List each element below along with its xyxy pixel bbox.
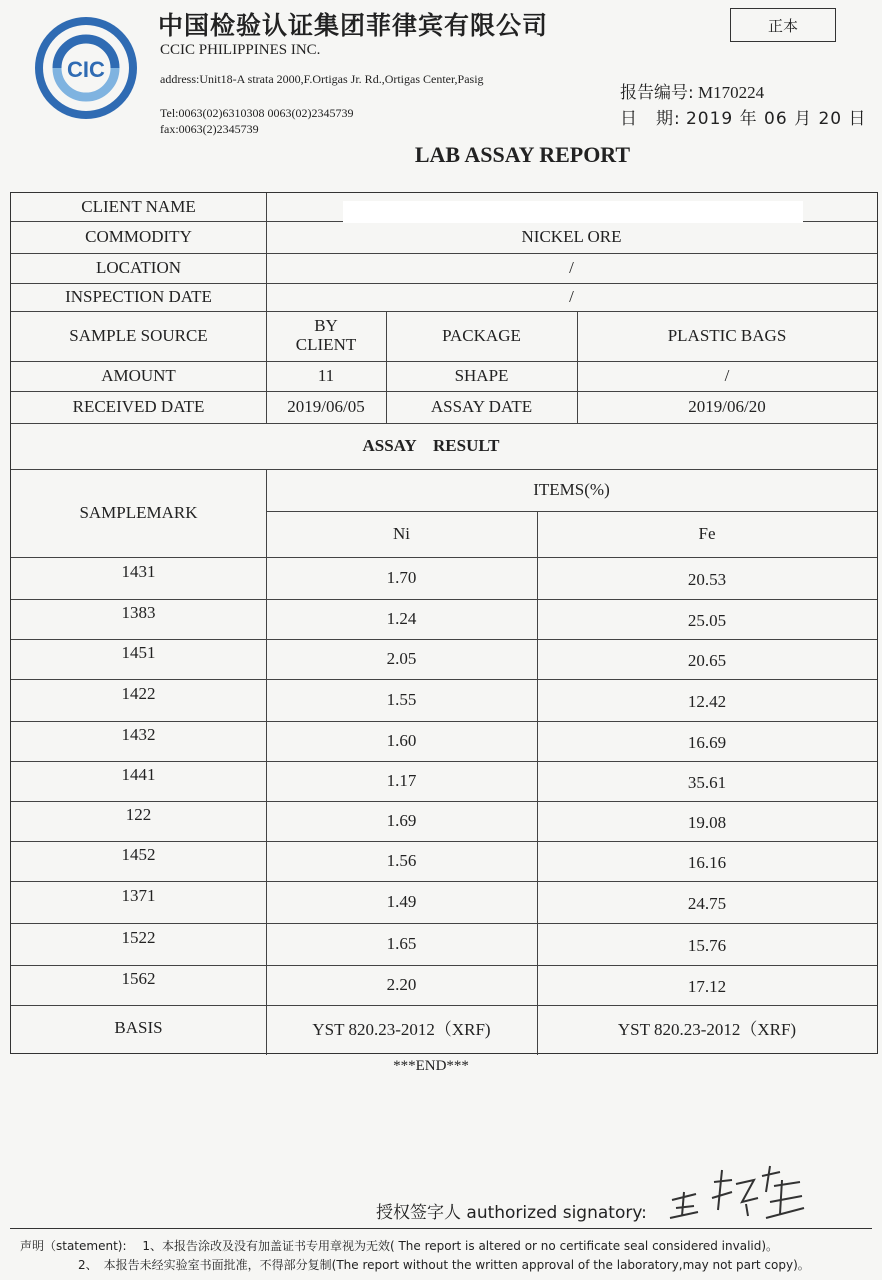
assay-report-table: [10, 192, 878, 1054]
fe-value: 20.65: [687, 650, 727, 670]
sample-mark: 122: [125, 804, 152, 824]
client-name-redacted: [343, 201, 803, 223]
company-name-cn: 中国检验认证集团菲律宾有限公司: [158, 11, 549, 40]
end-marker: ***END***: [393, 1058, 469, 1074]
fe-value: 25.05: [687, 610, 727, 630]
report-date: [620, 104, 867, 129]
report-number-label: 报告编号:: [620, 83, 694, 103]
assay-date-label: ASSAY DATE: [430, 396, 533, 416]
inspection-date-label: INSPECTION DATE: [65, 286, 212, 306]
statement-1: 声明（statement): 1、本报告涂改及没有加盖证书专用章视为无效( The report is altered or no certificate seal considered invalid)。: [20, 1239, 779, 1253]
received-date-value: 2019/06/05: [287, 396, 365, 416]
company-address: address:Unit18-A strata 2000,F.Ortigas Jr. Rd.,Ortigas Center,Pasig: [160, 72, 484, 86]
fe-value: 24.75: [687, 893, 727, 913]
inspection-date-value: /: [569, 286, 574, 306]
client-name-label: CLIENT NAME: [81, 196, 196, 216]
shape-label: SHAPE: [454, 365, 509, 385]
report-date-label: 日 期:: [620, 109, 681, 129]
assay-result-heading: ASSAY RESULT: [362, 435, 500, 455]
report-date-value: 2019 年 06 月 20 日: [685, 109, 867, 129]
location-value: /: [569, 257, 574, 277]
sample-mark: 1441: [121, 764, 156, 784]
assay-date-value: 2019/06/20: [688, 396, 766, 416]
company-fax: fax:0063(2)2345739: [160, 122, 259, 136]
amount-value: 11: [317, 365, 335, 385]
sample-mark: 1431: [121, 561, 156, 581]
sample-mark: 1452: [121, 844, 156, 864]
statement-divider: [10, 1228, 872, 1229]
location-label: LOCATION: [96, 257, 181, 277]
package-label: PACKAGE: [442, 325, 521, 345]
ni-value: 1.49: [386, 891, 417, 911]
package-value: PLASTIC BAGS: [667, 325, 787, 345]
fe-value: 15.76: [687, 935, 727, 955]
basis-fe: YST 820.23-2012（XRF): [617, 1019, 797, 1039]
fe-value: 16.69: [687, 732, 727, 752]
ni-value: 1.55: [386, 689, 417, 709]
ni-value: 1.65: [386, 933, 417, 953]
page-title: LAB ASSAY REPORT: [414, 142, 631, 167]
original-copy-box: 正本: [730, 8, 836, 42]
fe-value: 35.61: [687, 772, 727, 792]
sample-source-value: BY CLIENT: [295, 316, 357, 354]
ni-value: 1.60: [386, 730, 417, 750]
ni-value: 1.70: [386, 567, 417, 587]
shape-value: /: [724, 365, 730, 385]
ni-header: Ni: [393, 523, 410, 543]
commodity-label: COMMODITY: [85, 226, 192, 246]
ni-value: 1.24: [386, 608, 417, 628]
signatory-text: 授权签字人 authorized signatory:: [376, 1203, 647, 1223]
items-header: ITEMS(%): [533, 479, 610, 499]
logo-text: CIC: [67, 57, 105, 82]
sample-mark: 1371: [121, 885, 156, 905]
signatory-label: [376, 1198, 647, 1223]
fe-value: 12.42: [687, 691, 727, 711]
sample-mark: 1432: [121, 724, 156, 744]
sample-mark: 1522: [121, 927, 156, 947]
fe-header: Fe: [698, 523, 716, 543]
sample-mark: 1383: [121, 602, 156, 622]
commodity-value: NICKEL ORE: [521, 226, 622, 246]
sample-mark: 1451: [121, 642, 156, 662]
fe-value: 17.12: [687, 976, 727, 996]
amount-label: AMOUNT: [101, 365, 176, 385]
sample-source-label: SAMPLE SOURCE: [69, 325, 208, 345]
handwritten-signature: [662, 1162, 812, 1224]
sample-mark: 1422: [121, 683, 156, 703]
ccic-logo: [32, 14, 140, 122]
company-tel: Tel:0063(02)6310308 0063(02)2345739: [160, 106, 354, 120]
samplemark-header: SAMPLEMARK: [79, 502, 198, 522]
basis-ni: YST 820.23-2012（XRF): [312, 1019, 491, 1039]
ni-value: 1.69: [386, 810, 417, 830]
ni-value: 2.20: [386, 974, 417, 994]
fe-value: 19.08: [687, 812, 727, 832]
company-name-en: CCIC PHILIPPINES INC.: [160, 42, 321, 58]
statement-2: 2、 本报告未经实验室书面批准，不得部分复制(The report without the written approval of the laboratory,may not part copy)。: [78, 1258, 810, 1272]
fe-value: 20.53: [687, 569, 727, 589]
basis-label: BASIS: [114, 1017, 163, 1037]
fe-value: 16.16: [687, 852, 727, 872]
sample-mark: 1562: [121, 968, 156, 988]
ni-value: 1.17: [386, 770, 417, 790]
report-number-value: M170224: [697, 83, 765, 102]
report-number: [620, 78, 764, 103]
ni-value: 1.56: [386, 850, 417, 870]
received-date-label: RECEIVED DATE: [72, 396, 205, 416]
ni-value: 2.05: [386, 648, 417, 668]
